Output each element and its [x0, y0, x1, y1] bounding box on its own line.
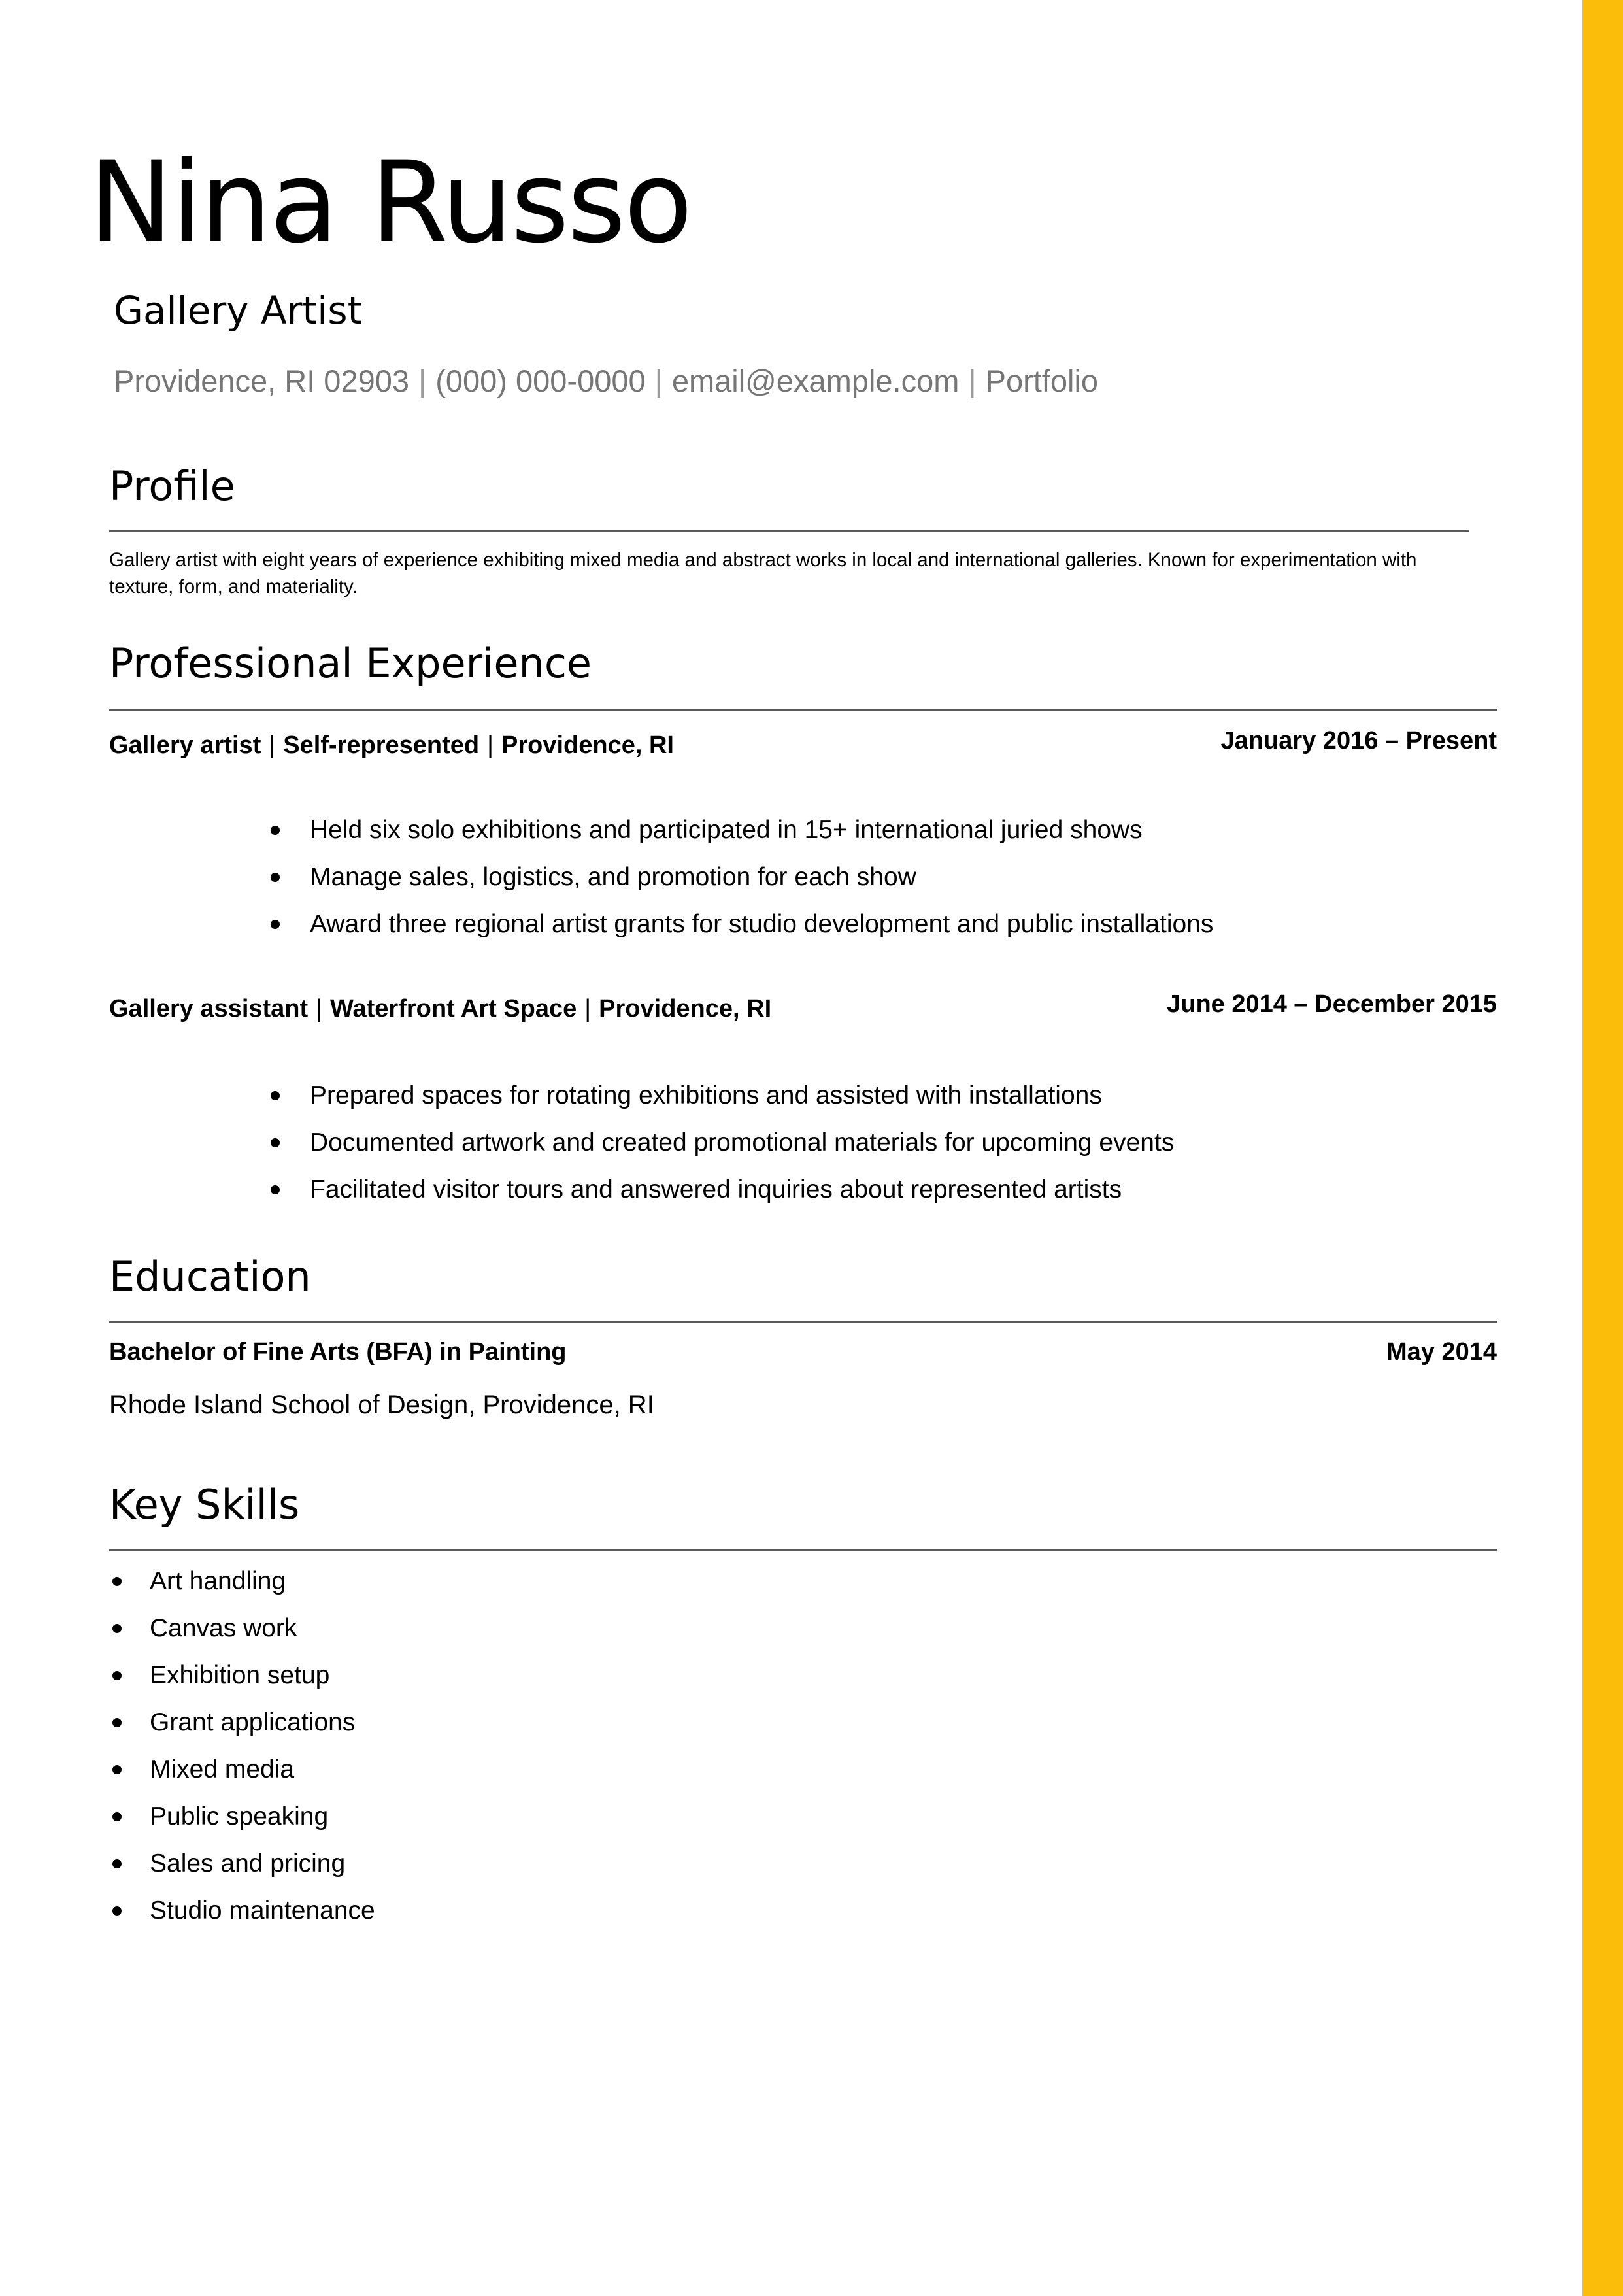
skill-text: Sales and pricing: [150, 1849, 346, 1878]
section-heading-education: Education: [109, 1253, 311, 1300]
bullet-icon: [112, 1624, 122, 1633]
bullet-icon: [112, 1577, 122, 1586]
job-bullets: [271, 1079, 1174, 1221]
section-divider: [109, 709, 1497, 711]
separator: |: [654, 363, 663, 398]
list-item: [110, 1612, 375, 1659]
section-heading-profile: Profile: [109, 462, 235, 510]
job-employer: Self-represented: [283, 732, 480, 759]
job-dates: June 2014 – December 2015: [1167, 990, 1497, 1018]
list-item: [110, 1848, 375, 1895]
education-school: Rhode Island School of Design, Providence, RI: [109, 1391, 654, 1419]
job-role: Gallery artist: [109, 732, 261, 759]
list-item: [110, 1565, 375, 1612]
list-item: [271, 861, 1213, 908]
bullet-text: Manage sales, logistics, and promotion for each show: [310, 863, 916, 891]
skills-list: [110, 1565, 375, 1942]
list-item: [271, 814, 1213, 861]
list-item: [271, 908, 1213, 955]
skill-text: Grant applications: [150, 1708, 356, 1736]
job-location: Providence, RI: [599, 995, 772, 1022]
bullet-icon: [271, 920, 280, 929]
separator: |: [269, 732, 276, 759]
job-bullets: [271, 814, 1213, 955]
section-divider: [109, 1321, 1497, 1323]
bullet-text: Facilitated visitor tours and answered inquiries about represented artists: [310, 1175, 1122, 1204]
education-date: May 2014: [1386, 1338, 1497, 1366]
skill-text: Mixed media: [150, 1755, 295, 1783]
bullet-icon: [271, 826, 280, 835]
job-title: Gallery Artist: [114, 288, 363, 333]
section-heading-skills: Key Skills: [109, 1481, 300, 1528]
skill-text: Public speaking: [150, 1802, 329, 1831]
list-item: [110, 1753, 375, 1800]
bullet-icon: [271, 873, 280, 882]
separator: |: [584, 995, 592, 1022]
bullet-icon: [271, 1185, 280, 1194]
portfolio-link[interactable]: Portfolio: [985, 363, 1099, 398]
skill-text: Exhibition setup: [150, 1661, 330, 1689]
list-item: [110, 1659, 375, 1706]
bullet-icon: [112, 1671, 122, 1680]
job-dates: January 2016 – Present: [1220, 727, 1497, 754]
contact-location: Providence, RI 02903: [114, 363, 410, 398]
skill-text: Studio maintenance: [150, 1897, 375, 1925]
candidate-name: Nina Russo: [89, 137, 691, 268]
bullet-text: Prepared spaces for rotating exhibitions and assisted with installations: [310, 1081, 1102, 1109]
education-degree: Bachelor of Fine Arts (BFA) in Painting: [109, 1338, 567, 1366]
bullet-icon: [271, 1138, 280, 1147]
bullet-icon: [112, 1859, 122, 1868]
job-role: Gallery assistant: [109, 995, 309, 1022]
section-heading-experience: Professional Experience: [109, 639, 592, 687]
contact-phone: (000) 000-0000: [435, 363, 646, 398]
list-item: [271, 1126, 1174, 1173]
separator: |: [418, 363, 427, 398]
separator: |: [316, 995, 323, 1022]
bullet-text: Documented artwork and created promotional materials for upcoming events: [310, 1128, 1175, 1156]
list-item: [271, 1173, 1174, 1221]
skill-text: Art handling: [150, 1567, 286, 1595]
job-header: [109, 729, 674, 762]
bullet-icon: [112, 1812, 122, 1821]
list-item: [110, 1895, 375, 1942]
bullet-icon: [271, 1091, 280, 1100]
separator: |: [968, 363, 977, 398]
bullet-icon: [112, 1906, 122, 1916]
list-item: [110, 1706, 375, 1753]
bullet-icon: [112, 1718, 122, 1727]
contact-email[interactable]: email@example.com: [671, 363, 960, 398]
accent-bar: [1582, 0, 1623, 2296]
contact-line: [114, 362, 1098, 401]
skill-text: Canvas work: [150, 1614, 297, 1642]
list-item: [110, 1800, 375, 1848]
bullet-text: Award three regional artist grants for studio development and public installations: [310, 910, 1214, 938]
section-divider: [109, 530, 1469, 532]
bullet-text: Held six solo exhibitions and participated in 15+ international juried shows: [310, 816, 1143, 844]
bullet-icon: [112, 1765, 122, 1774]
separator: |: [487, 732, 494, 759]
job-employer: Waterfront Art Space: [330, 995, 577, 1022]
section-divider: [109, 1549, 1497, 1551]
profile-summary: Gallery artist with eight years of experience exhibiting mixed media and abstract works in local and international galleries. Known for experimentation with texture, form, and materiality.: [109, 549, 1417, 598]
job-header: [109, 992, 771, 1025]
list-item: [271, 1079, 1174, 1126]
job-location: Providence, RI: [501, 732, 674, 759]
